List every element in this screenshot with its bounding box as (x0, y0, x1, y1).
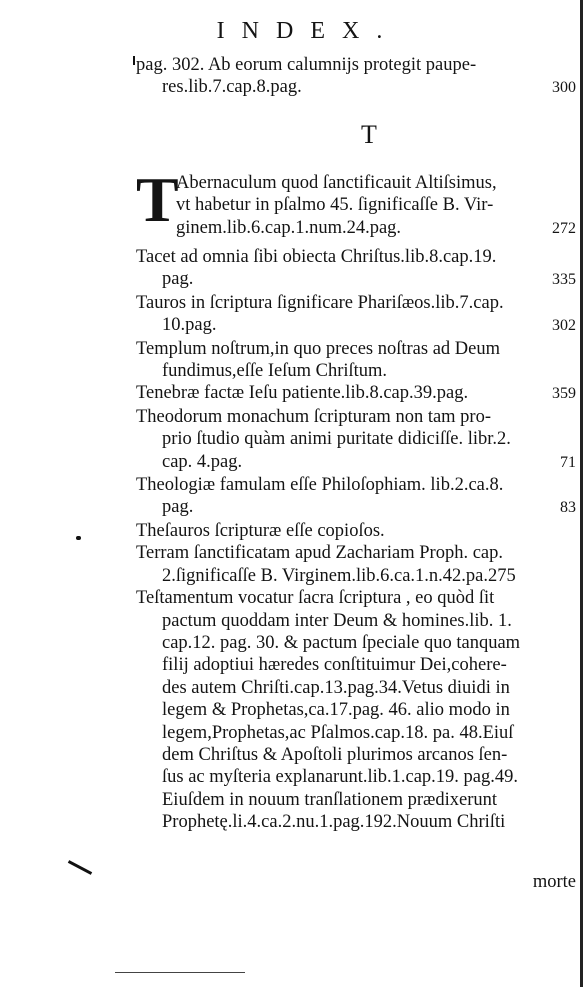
entry-line (136, 520, 576, 542)
entry-text: prio ſtudio quàm animi puritate didiciſſe. libr.2. (162, 429, 511, 450)
page-number: 300 (552, 79, 576, 97)
entry-text: 10.pag. (162, 315, 217, 336)
entry-text: legem,Prophetas,ac Pſalmos.cap.18. pa. 48.Eiuſ (162, 722, 514, 743)
entry-line (136, 565, 576, 587)
index-entry (136, 382, 576, 405)
entry-line (136, 699, 576, 721)
bottom-rule (115, 972, 245, 973)
entry-text: dem Chriſtus & Apoſtoli plurimos arcanos ſen- (162, 744, 508, 765)
entry-text: cap.12. pag. 30. & pactum ſpeciale quo tanquam (162, 632, 521, 653)
entry-text: Tenebræ factæ Ieſu patiente.lib.8.cap.39.pag. (136, 383, 469, 404)
first-entry (136, 164, 576, 240)
entry-line (136, 496, 576, 519)
page-edge (580, 0, 583, 987)
index-entry (136, 474, 576, 520)
entry-text: Tacet ad omnia ſibi obiecta Chriſtus.lib.8.cap.19. (136, 247, 497, 267)
entry-text: des autem Chriſti.cap.13.pag.34.Vetus diuidi in (162, 677, 510, 698)
entry-text: legem & Prophetas,ca.17.pag. 46. alio modo in (162, 700, 510, 721)
entry-text: ginem.lib.6.cap.1.num.24.pag. (176, 217, 402, 238)
entry-text: pactum quoddam inter Deum & homines.lib. 1. (162, 610, 512, 631)
top-entry (136, 54, 576, 100)
index-entry (136, 246, 576, 292)
entry-line (136, 744, 576, 766)
index-entry (136, 520, 576, 542)
entry-line (136, 587, 576, 609)
entry-text: Prophetę.li.4.ca.2.nu.1.pag.192.Nouum Chriſti (162, 812, 506, 833)
entry-line (136, 246, 576, 268)
index-entries (136, 246, 576, 834)
entry-line (136, 610, 576, 632)
entry-line (136, 406, 576, 428)
entry-text: Tauros in ſcriptura ſignificare Phariſæos.lib.7.cap. (136, 292, 504, 313)
drop-cap: T (136, 164, 179, 235)
page-header: INDEX. (216, 18, 400, 44)
entry-text: Theodorum monachum ſcripturam non tam pro- (136, 406, 492, 427)
entry-line (136, 54, 576, 76)
entry-text: Abernaculum quod ſanctificauit Altiſsimus, (176, 173, 497, 193)
entry-line (136, 292, 576, 314)
entry-line (136, 722, 576, 744)
entry-text: vt habetur in pſalmo 45. ſignificaſſe B. Vir- (176, 195, 494, 216)
index-entry (136, 587, 576, 833)
entry-line (136, 451, 576, 474)
entry-line (136, 474, 576, 496)
entry-text: Terram ſanctificatam apud Zachariam Proph. cap. (136, 543, 503, 564)
entry-text: pag. (162, 269, 194, 290)
entry-line (136, 360, 576, 382)
ink-mark (133, 56, 135, 65)
page-number: 335 (552, 271, 576, 289)
entry-line (136, 542, 576, 564)
entry-line (136, 789, 576, 811)
entry-text: fundimus,eſſe Ieſum Chriſtum. (162, 361, 388, 382)
page-number: 302 (552, 317, 576, 335)
index-entry (136, 292, 576, 338)
entry-line (136, 382, 576, 405)
entry-text: cap. 4.pag. (162, 451, 243, 472)
entry-text: Theologiæ famulam eſſe Philoſophiam. lib.2.ca.8. (136, 475, 504, 496)
section-letter: T (361, 120, 377, 149)
entry-line (136, 766, 576, 788)
page-number: 83 (560, 499, 576, 517)
entry-text: pag. 302. Ab eorum calumnijs protegit paupe- (136, 55, 477, 75)
entry-line (136, 76, 576, 99)
index-entry (136, 54, 576, 100)
index-entry (136, 406, 576, 474)
entry-line (136, 314, 576, 337)
entry-text: Templum noſtrum,in quo preces noſtras ad Deum (136, 338, 501, 359)
entry-text: Teſtamentum vocatur ſacra ſcriptura , eo quòd ſit (136, 588, 495, 609)
entry-line (136, 632, 576, 654)
entry-text: ſus ac myſteria explanarunt.lib.1.cap.19. pag.49. (162, 767, 519, 788)
entry-line (136, 172, 576, 194)
ink-mark (68, 860, 92, 875)
index-entry (136, 542, 576, 587)
entry-line (136, 268, 576, 291)
entry-line (136, 217, 576, 240)
page-number: 359 (552, 385, 576, 403)
index-entry (136, 164, 576, 240)
index-entry (136, 338, 576, 383)
entry-text: 2.ſignificaſſe B. Virginem.lib.6.ca.1.n.42.pa.275 (162, 565, 516, 586)
entry-text: filij adoptiui hæredes conſtituimur Dei,cohere- (162, 655, 507, 676)
page-number: 272 (552, 219, 576, 237)
entry-line (136, 677, 576, 699)
entry-text: Theſauros ſcripturæ eſſe copioſos. (136, 520, 385, 541)
entry-line (136, 654, 576, 676)
page-number: 71 (560, 453, 576, 471)
ink-mark (76, 536, 81, 540)
entry-line (136, 428, 576, 450)
entry-line (136, 338, 576, 360)
entry-line (136, 194, 576, 216)
catchword: morte (532, 872, 576, 892)
entry-text: Eiuſdem in nouum tranſlationem prædixerunt (162, 789, 497, 810)
entry-text: pag. (162, 497, 194, 518)
entry-line (136, 811, 576, 833)
entry-text: res.lib.7.cap.8.pag. (162, 77, 302, 98)
